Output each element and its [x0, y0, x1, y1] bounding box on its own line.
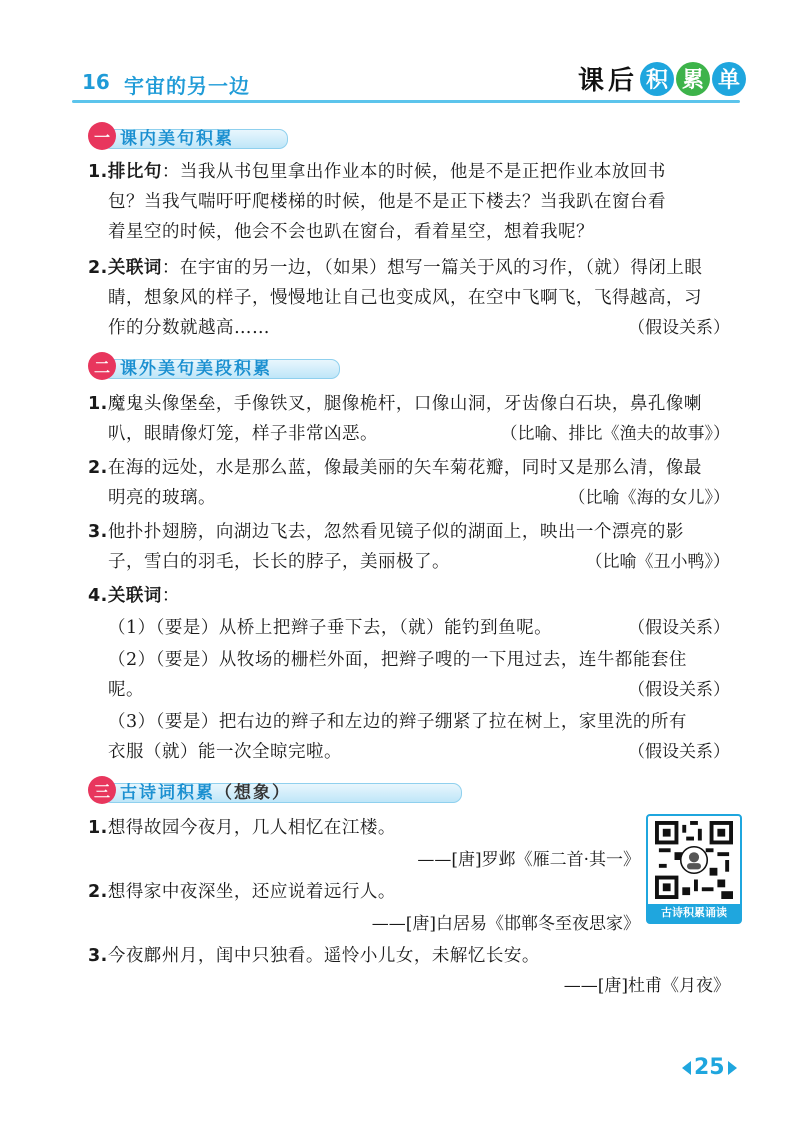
annotation-note: （比喻《海的女儿》）: [568, 488, 730, 508]
list-item-line: 子，雪白的羽毛，长长的脖子，美丽极了。: [108, 552, 450, 572]
annotation-note: （比喻《丑小鸭》）: [585, 552, 730, 572]
annotation-note: （假设关系）: [628, 318, 730, 338]
annotation-note: （假设关系）: [628, 680, 730, 700]
annotation-note: （比喻、排比《渔夫的故事》）: [500, 424, 730, 444]
page-header: [72, 62, 740, 106]
section-badge: 二: [88, 352, 116, 380]
list-item: 1.魔鬼头像堡垒，手像铁叉，腿像桅杆，口像山洞，牙齿像白石块，鼻孔像喇: [88, 394, 702, 414]
list-item: 2.在海的远处，水是那么蓝，像最美丽的矢车菊花瓣，同时又是那么清，像最: [88, 458, 702, 478]
page-number: 25: [682, 1055, 737, 1080]
list-item-line: 包？当我气喘吁吁爬楼梯的时候，他是不是正下楼去？当我趴在窗台看: [108, 192, 666, 212]
brand-logo: 课 后 积 累 单: [578, 60, 746, 97]
section-badge: 一: [88, 122, 116, 150]
sub-item-line: 衣服（就）能一次全晾完啦。: [108, 742, 342, 762]
list-item: 3.他扑扑翅膀，向湖边飞去，忽然看见镜子似的湖面上，映出一个漂亮的影: [88, 522, 684, 542]
list-item-line: 着星空的时候，他会不会也趴在窗台，看着星空，想着我呢？: [108, 222, 594, 242]
qr-code[interactable]: [646, 814, 742, 924]
lesson-title: 宇宙的另一边: [124, 74, 250, 98]
sub-item-line: （1）（要是）从桥上把辫子垂下去，（就）能钓到鱼呢。: [108, 618, 553, 638]
annotation-note: （假设关系）: [628, 618, 730, 638]
list-item-line: 作的分数就越高……: [108, 318, 270, 338]
section-heading-1: [88, 122, 234, 150]
poem-source: ——[唐]白居易《邯郸冬至夜思家》: [371, 914, 640, 934]
poem-line: 3.今夜鄜州月，闺中只独看。遥怜小儿女，未解忆长安。: [88, 946, 540, 966]
section-heading-2: [88, 352, 272, 380]
annotation-note: （假设关系）: [628, 742, 730, 762]
list-item: 2.关联词：在宇宙的另一边，（如果）想写一篇关于风的习作，（就）得闭上眼: [88, 258, 703, 278]
poem-line: 1.想得故园今夜月，几人相忆在江楼。: [88, 818, 396, 838]
list-item: 1.排比句：当我从书包里拿出作业本的时候，他是不是正把作业本放回书: [88, 162, 666, 182]
section-title: 古诗词积累（想象）: [120, 782, 291, 803]
poem-line: 2.想得家中夜深坐，还应说着远行人。: [88, 882, 396, 902]
list-item-line: 睛，想象风的样子，慢慢地让自己也变成风，在空中飞啊飞，飞得越高，习: [108, 288, 702, 308]
list-item: 4.关联词：: [88, 586, 180, 606]
header-rule: [72, 100, 740, 103]
poem-source: ——[唐]罗邺《雁二首·其一》: [417, 850, 640, 870]
section-title: 课内美句积累: [120, 128, 234, 149]
list-item-line: 叭，眼睛像灯笼，样子非常凶恶。: [108, 424, 378, 444]
poem-source: ——[唐]杜甫《月夜》: [563, 976, 730, 996]
sub-item-line: （3）（要是）把右边的辫子和左边的辫子绷紧了拉在树上，家里洗的所有: [108, 712, 687, 732]
sub-item-line: 呢。: [108, 680, 144, 700]
qr-pattern-icon: [654, 821, 734, 899]
lesson-number: 16: [82, 70, 110, 94]
section-title: 课外美句美段积累: [120, 358, 272, 379]
triangle-right-icon: [728, 1061, 737, 1075]
triangle-left-icon: [682, 1061, 691, 1075]
sub-item-line: （2）（要是）从牧场的栅栏外面，把辫子嗖的一下甩过去，连牛都能套住: [108, 650, 687, 670]
section-badge: 三: [88, 776, 116, 804]
qr-label: 古诗积累诵读: [648, 904, 740, 922]
section-heading-3: [88, 776, 291, 804]
list-item-line: 明亮的玻璃。: [108, 488, 216, 508]
